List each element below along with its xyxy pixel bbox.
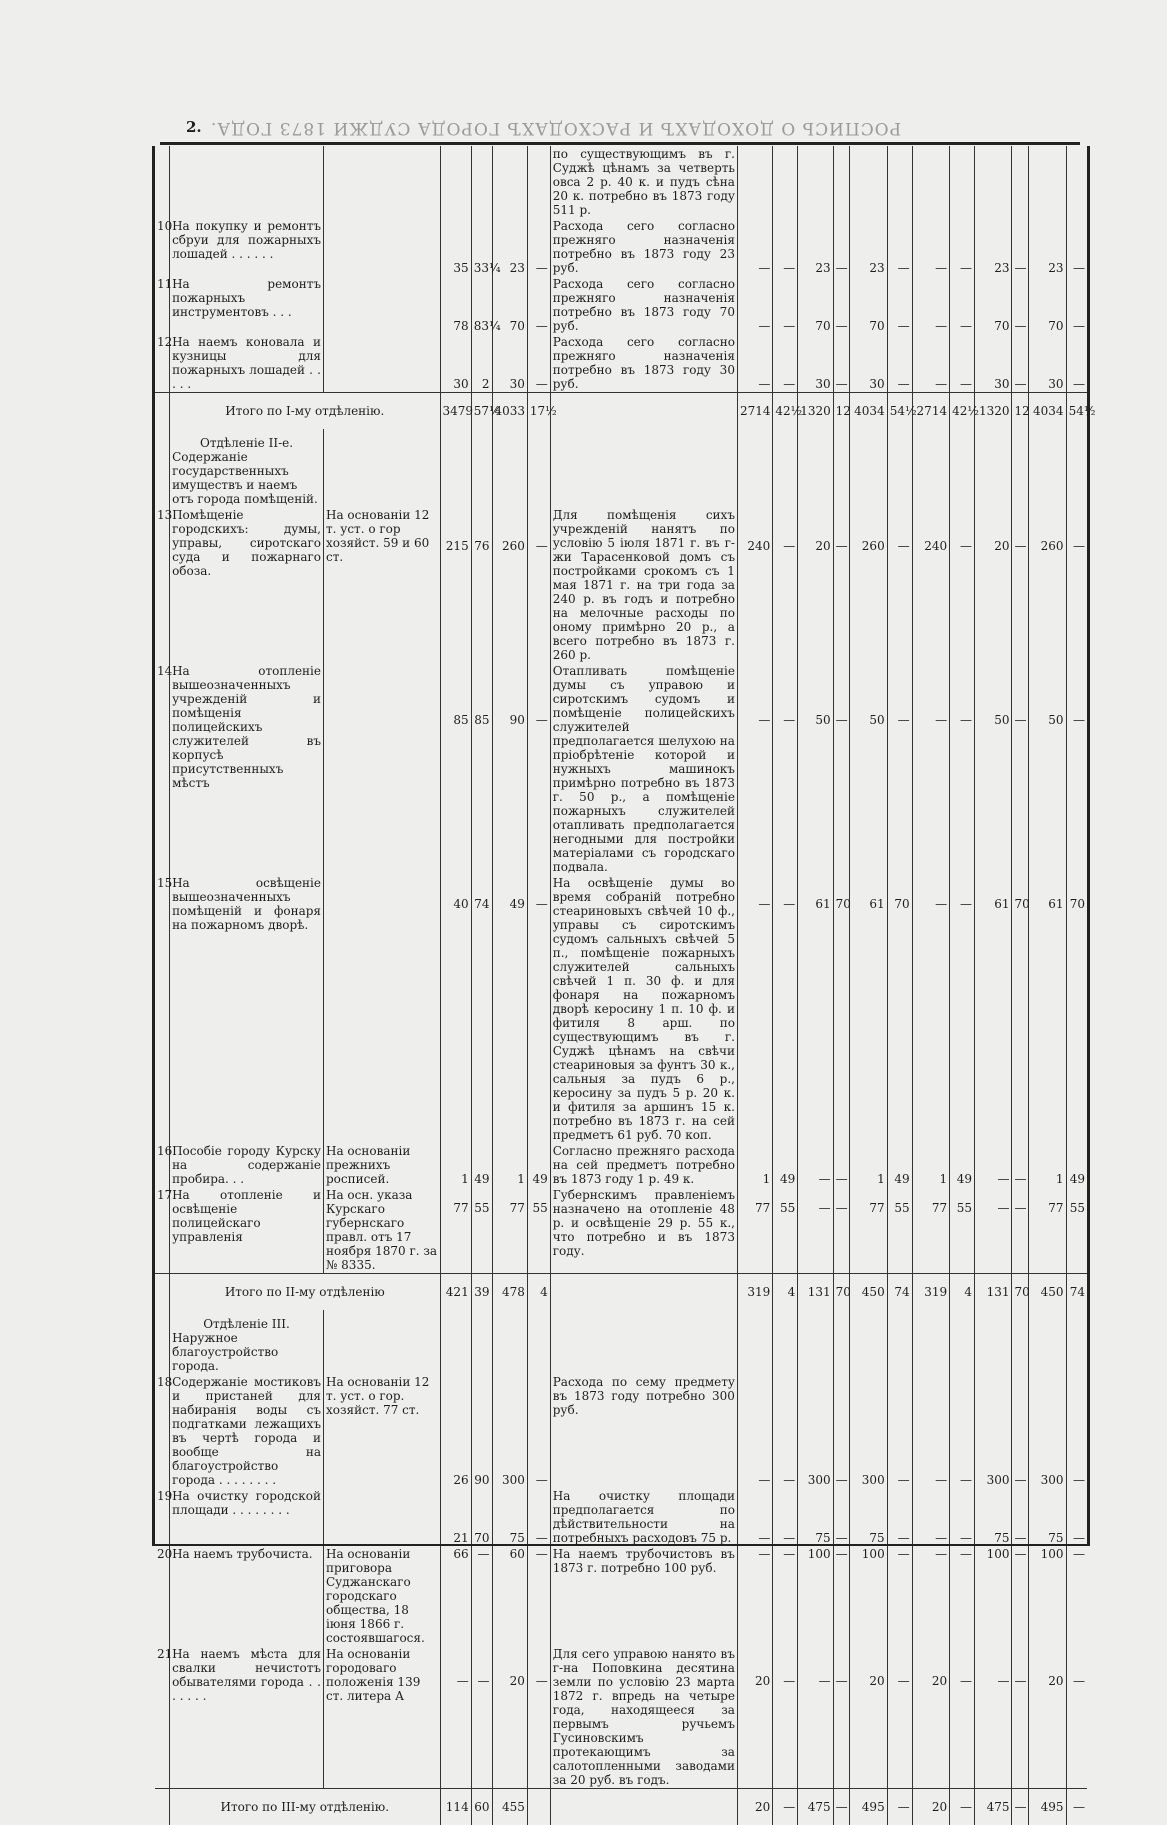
ledger-table bbox=[155, 146, 1087, 1825]
table-row: по существующимъ въ г. Суджѣ цѣнамъ за четверть овса 2 р. 40 к. и пудъ сѣна 20 к. потребно въ 1873 году 511 р. bbox=[155, 146, 1087, 218]
section-subtitle: Содержаніе государственныхъ имуществъ и наемъ отъ города помѣщеній. bbox=[172, 450, 321, 506]
table-row: 11 На ремонтъ пожарныхъ инструментовъ . . . 78 83¼ 70 — Расхода сего согласно прежняго назначенія потребно въ 1873 году 70 руб. — — 70 — 70 — — — 70 — 70 — bbox=[155, 276, 1087, 334]
section-header bbox=[155, 429, 1087, 507]
section-header bbox=[155, 1310, 1087, 1374]
table-row: 20 На наемъ трубочиста. На основаніи приговора Суджанскаго городскаго общества, 18 іюня 1866 г. состоявшагося. 66 — 60 — На наемъ трубочистовъ въ 1873 г. потребно 100 руб. — — 100 — 100 — — — 100 — 100 — bbox=[155, 1546, 1087, 1646]
table-row: 21 На наемъ мѣста для свалки нечистотъ обывателями города . . . . . . . На основаніи городоваго положенія 139 ст. литера А — — 20 — Для сего управою нанято въ г-на Поповкина десятина земли по условію 23 марта 1872 г. впредь на четыре года, находящееся за первымъ ручьемъ Гусиновскимъ протекающимъ за салотопленными заводами за 20 руб. въ годъ. 20 — — — 20 — 20 — — — 20 — bbox=[155, 1646, 1087, 1789]
table-row: 15 На освѣщеніе вышеозначенныхъ помѣщеній и фонаря на пожарномъ дворѣ. 40 74 49 — На освѣщеніе думы во время собраній потребно стеариновыхъ свѣчей 10 ф., управы съ сиротскимъ судомъ сальныхъ свѣчей 5 п., помѣщеніе пожарныхъ служителей сальныхъ свѣчей 1 п. 30 ф. и для фонаря на пожарномъ дворѣ керосину 1 п. 10 ф. и фитиля 8 арш. по существующимъ въ г. Суджѣ цѣнамъ на свѣчи стеариновыя за фунтъ 30 к., сальныя за пудъ 6 р., керосину за пудъ 5 р. 20 к. и фитиля за аршинъ 15 к. потребно въ 1873 г. на сей предметъ 61 руб. 70 коп. — — 61 70 61 70 — — 61 70 61 70 bbox=[155, 875, 1087, 1143]
table-row: 17 На отопленіе и освѣщеніе полицейскаго управленія На осн. указа Курскаго губернскаго правл. отъ 17 ноября 1870 г. за № 8335. 77 55 77 55 Губернскимъ правленіемъ назначено на отопленіе 48 р. и освѣщеніе 29 р. 55 к., что потребно и въ 1873 году. 77 55 — — 77 55 77 55 — — 77 55 bbox=[155, 1187, 1087, 1274]
table-row: 14 На отопленіе вышеозначенныхъ учрежденій и помѣщенія полицейскихъ служителей въ корпусѣ присутственныхъ мѣстъ 85 85 90 — Отапливать помѣщеніе думы съ управою и сиротскимъ судомъ и помѣщеніе полицейскихъ служителей предполагается шелухою на пріобрѣтеніе которой и нужныхъ машинокъ примѣрно потребно въ 1873 г. 50 р., а помѣщеніе пожарныхъ служителей отапливать предполагается негодными для постройки матеріалами съ городскаго подвала. — — 50 — 50 — — — 50 — 50 — bbox=[155, 663, 1087, 875]
table-row: 10 На покупку и ремонтъ сбруи для пожарныхъ лошадей . . . . . . 35 33¼ 23 — Расхода сего согласно прежняго назначенія потребно въ 1873 году 23 руб. — — 23 — 23 — — — 23 — 23 — bbox=[155, 218, 1087, 276]
page-number: 2. bbox=[186, 118, 202, 136]
header-rule bbox=[160, 142, 1080, 145]
mirrored-title-bleedthrough: РОСПИСЬ О ДОХОДАХЪ И РАСХОДАХЪ ГОРОДА СУДЖИ 1873 ГОДА. bbox=[210, 118, 901, 138]
bottom-rule bbox=[152, 1544, 1090, 1546]
table-row: 16 Пособіе городу Курску на содержаніе пробира. . . На основаніи прежнихъ росписей. 1 49 1 49 Согласно прежняго расхода на сей предметъ потребно въ 1873 году 1 р. 49 к. 1 49 — — 1 49 1 49 — — 1 49 bbox=[155, 1143, 1087, 1187]
table-row: 19 На очистку городской площади . . . . . . . . 21 70 75 — На очистку площади предполагается по дѣйствительности на потребныхъ расходовъ 75 р. — — 75 — 75 — — — 75 — 75 — bbox=[155, 1488, 1087, 1546]
total-row: Итого по II-му отдѣленію 421 39 478 4 319 4 131 70 450 74 319 4 131 70 450 74 bbox=[155, 1274, 1087, 1311]
table-row: 18 Содержаніе мостиковъ и пристаней для набиранія воды съ подгатками лежащихъ въ чертѣ города и вообще на благоустройство города . . . . . . . . На основаніи 12 т. уст. о гор. хозяйст. 77 ст. 26 90 300 — Расхода по сему предмету въ 1873 году потребно 300 руб. — — 300 — 300 — — — 300 — 300 — bbox=[155, 1374, 1087, 1488]
total-row: Итого по III-му отдѣленію. 114 60 455 20 — 475 — 495 — 20 — 475 — 495 — bbox=[155, 1789, 1087, 1825]
total-row: Итого по I-му отдѣленію. 3479 57½ 4033 17½ 2714 42½ 1320 12 4034 54½ 2714 42½ 1320 12 4034 54½ bbox=[155, 393, 1087, 430]
ledger-sheet bbox=[152, 146, 1090, 1546]
table-row: 13 Помѣщеніе городскихъ: думы, управы, сиротскаго суда и пожарнаго обоза. На основаніи 12 т. уст. о гор хозяйст. 59 и 60 ст. 215 76 260 — Для помѣщенія сихъ учрежденій нанятъ по условію 5 іюля 1871 г. въ г-жи Тарасенковой домъ съ постройками срокомъ съ 1 мая 1871 г. на три года за 240 р. въ годъ и потребно на мелочные расходы по оному примѣрно 20 р., а всего потребно въ 1873 г. 260 р. 240 — 20 — 260 — 240 — 20 — 260 — bbox=[155, 507, 1087, 663]
section-subtitle: Наружное благоустройство города. bbox=[172, 1331, 321, 1373]
table-row: 12 На наемъ коновала и кузницы для пожарныхъ лошадей . . . . . 30 2 30 — Расхода сего согласно прежняго назначенія потребно въ 1873 году 30 руб. — — 30 — 30 — — — 30 — 30 — bbox=[155, 334, 1087, 393]
section-title: Отдѣленіе III. bbox=[172, 1317, 321, 1331]
section-title: Отдѣленіе II-е. bbox=[172, 436, 321, 450]
